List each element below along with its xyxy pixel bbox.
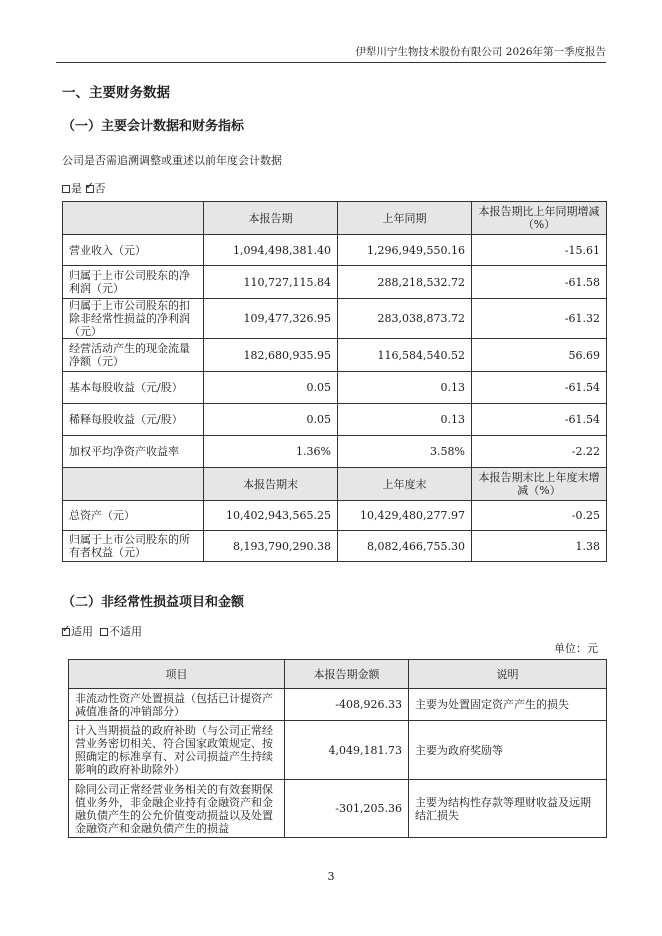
value-cell: -61.58 bbox=[472, 266, 607, 299]
checkbox-checked-icon[interactable] bbox=[62, 628, 70, 636]
page-header: 伊犁川宁生物技术股份有限公司 2026年第一季度报告 bbox=[355, 46, 606, 58]
checkbox-unchecked-icon[interactable] bbox=[62, 185, 70, 193]
header-cell: 上年度末 bbox=[338, 468, 472, 501]
row-label: 稀释每股收益（元/股） bbox=[63, 404, 204, 436]
item-cell: 计入当期损益的政府补助（与公司正常经营业务密切相关、符合国家政策规定、按照确定的标准享有、对公司损益产生持续影响的政府补助除外） bbox=[69, 721, 285, 780]
header-rule bbox=[56, 62, 606, 63]
checkbox-unchecked-icon[interactable] bbox=[100, 628, 108, 636]
row-label: 加权平均净资产收益率 bbox=[63, 436, 204, 468]
value-cell: 10,402,943,565.25 bbox=[204, 501, 338, 531]
value-cell: 288,218,532.72 bbox=[338, 266, 472, 299]
header-cell: 项目 bbox=[69, 660, 285, 689]
row-label: 经营活动产生的现金流量净额（元） bbox=[63, 339, 204, 372]
value-cell: 1,094,498,381.40 bbox=[204, 235, 338, 266]
value-cell: 0.05 bbox=[204, 404, 338, 436]
item-cell: 非流动性资产处置损益（包括已计提资产减值准备的冲销部分） bbox=[69, 689, 285, 721]
header-cell: 说明 bbox=[409, 660, 607, 689]
value-cell: 0.13 bbox=[338, 372, 472, 404]
subsection-title-2: （二）非经常性损益项目和金额 bbox=[62, 595, 245, 610]
value-cell: -0.25 bbox=[472, 501, 607, 531]
financial-data-table bbox=[62, 201, 607, 562]
value-cell: 3.58% bbox=[338, 436, 472, 468]
header-cell: 本报告期末比上年度末增减（%） bbox=[472, 468, 607, 501]
value-cell: -61.32 bbox=[472, 299, 607, 339]
value-cell: 116,584,540.52 bbox=[338, 339, 472, 372]
subsection-title-1: （一）主要会计数据和财务指标 bbox=[62, 119, 245, 134]
header-cell: 本报告期末 bbox=[204, 468, 338, 501]
retro-yes-label: 是 bbox=[71, 182, 82, 195]
retro-no-label: 否 bbox=[94, 182, 106, 195]
retro-choice bbox=[62, 180, 106, 196]
row-label: 营业收入（元） bbox=[63, 235, 204, 266]
value-cell: 8,082,466,755.30 bbox=[338, 531, 472, 562]
page-number: 3 bbox=[327, 870, 335, 883]
value-cell: -61.54 bbox=[472, 404, 607, 436]
value-cell: 1,296,949,550.16 bbox=[338, 235, 472, 266]
row-label: 总资产（元） bbox=[63, 501, 204, 531]
unit-label: 单位：元 bbox=[554, 642, 598, 655]
amount-cell: 4,049,181.73 bbox=[285, 721, 409, 780]
value-cell: 10,429,480,277.97 bbox=[338, 501, 472, 531]
note-cell: 主要为处置固定资产产生的损失 bbox=[409, 689, 607, 721]
value-cell: 8,193,790,290.38 bbox=[204, 531, 338, 562]
header-cell: 本报告期金额 bbox=[285, 660, 409, 689]
amount-cell: -408,926.33 bbox=[285, 689, 409, 721]
not-applicable-label: 不适用 bbox=[109, 625, 142, 638]
item-cell: 除同公司正常经营业务相关的有效套期保值业务外，非金融企业持有金融资产和金融负债产生的公允价值变动损益以及处置金融资产和金融负债产生的损益 bbox=[69, 780, 285, 838]
note-cell: 主要为结构性存款等理财收益及远期结汇损失 bbox=[409, 780, 607, 838]
value-cell: -61.54 bbox=[472, 372, 607, 404]
header-cell bbox=[63, 468, 204, 501]
row-label: 归属于上市公司股东的扣除非经常性损益的净利润（元） bbox=[63, 299, 204, 339]
value-cell: 1.38 bbox=[472, 531, 607, 562]
value-cell: 1.36% bbox=[204, 436, 338, 468]
value-cell: 110,727,115.84 bbox=[204, 266, 338, 299]
value-cell: 0.13 bbox=[338, 404, 472, 436]
row-label: 基本每股收益（元/股） bbox=[63, 372, 204, 404]
retro-question: 公司是否需追溯调整或重述以前年度会计数据 bbox=[62, 154, 282, 167]
section-title: 一、主要财务数据 bbox=[62, 85, 170, 101]
value-cell: 182,680,935.95 bbox=[204, 339, 338, 372]
value-cell: -15.61 bbox=[472, 235, 607, 266]
note-cell: 主要为政府奖励等 bbox=[409, 721, 607, 780]
header-cell: 本报告期 bbox=[204, 202, 338, 235]
value-cell: 56.69 bbox=[472, 339, 607, 372]
row-label: 归属于上市公司股东的所有者权益（元） bbox=[63, 531, 204, 562]
value-cell: -2.22 bbox=[472, 436, 607, 468]
header-cell: 上年同期 bbox=[338, 202, 472, 235]
row-label: 归属于上市公司股东的净利润（元） bbox=[63, 266, 204, 299]
value-cell: 283,038,873.72 bbox=[338, 299, 472, 339]
value-cell: 109,477,326.95 bbox=[204, 299, 338, 339]
checkbox-checked-icon[interactable] bbox=[86, 185, 94, 193]
header-cell: 本报告期比上年同期增减（%） bbox=[472, 202, 607, 235]
applicable-choice bbox=[62, 623, 142, 639]
header-cell bbox=[63, 202, 204, 235]
amount-cell: -301,205.36 bbox=[285, 780, 409, 838]
non-recurring-table bbox=[68, 659, 607, 838]
applicable-label: 适用 bbox=[71, 625, 93, 638]
value-cell: 0.05 bbox=[204, 372, 338, 404]
